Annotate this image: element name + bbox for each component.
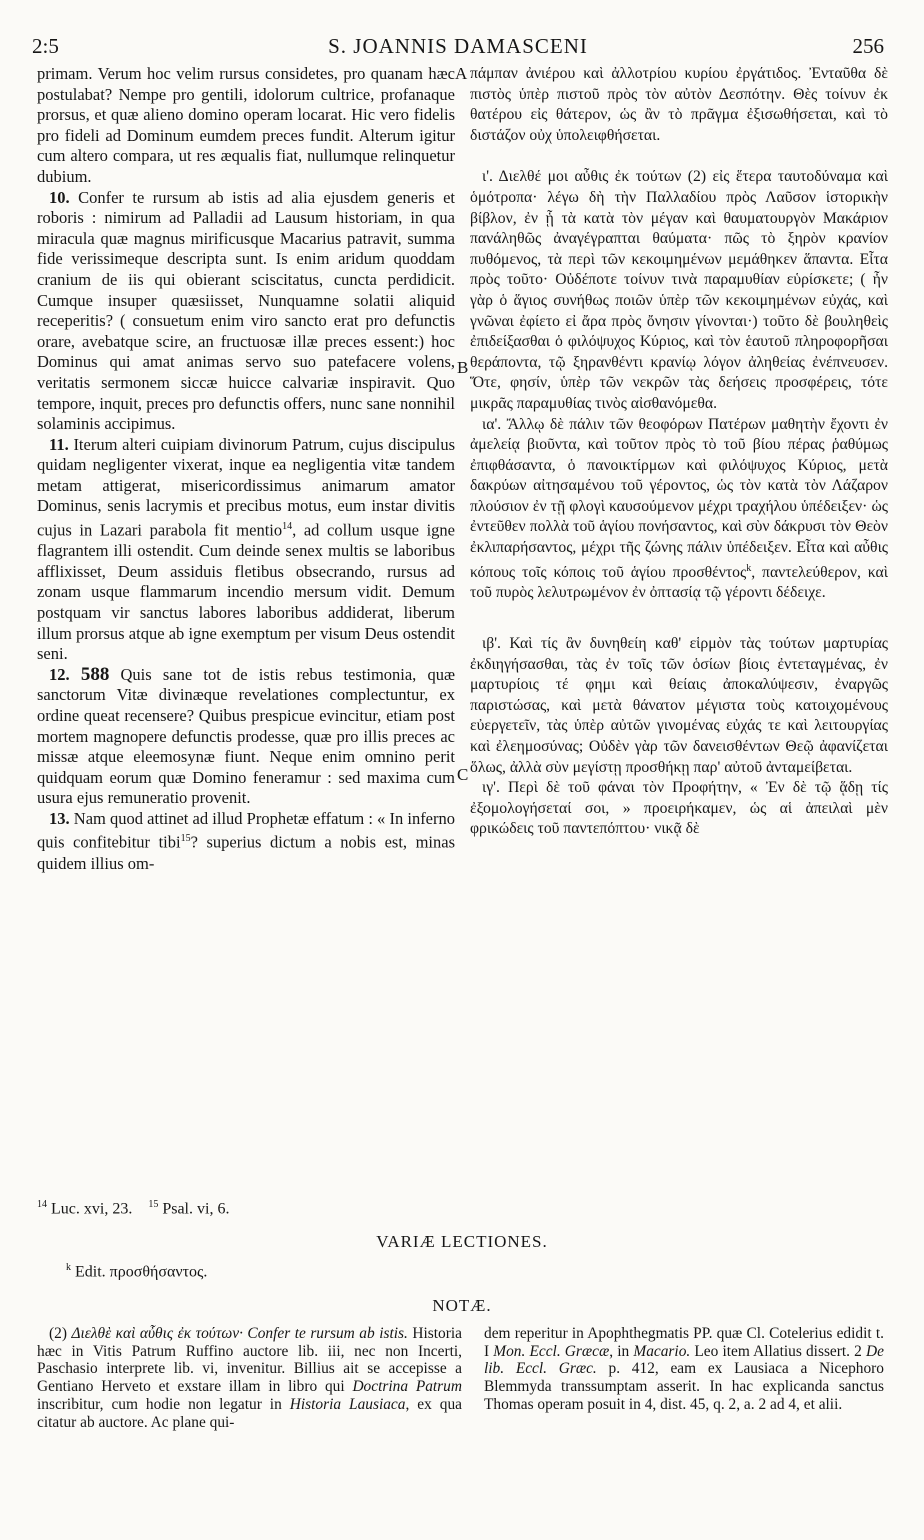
note-title: Historia Lausiaca — [289, 1395, 406, 1413]
latin-paragraph-10 — [37, 188, 455, 435]
paragraph-number: ιγ'. — [482, 779, 500, 797]
greek-paragraph-10 — [470, 167, 888, 414]
footnote-text: Luc. xvi, 23. — [51, 1200, 133, 1218]
greek-text: Καὶ τίς ἂν δυνηθείη καθ' εἱρμὸν τὰς τούτων μαρτυρίας ἐκδιηγήσασθαι, τὰς ἐν τοῖς τῶν ὁσίων βίοις ἐντεταγμένας, ἐν μαρτυρίοις τέ φημι καὶ θείαις ἀποκαλύψεσιν, ἐναργῶς παριστώσας, καὶ μετὰ θάνατον μέγιστα τοὺς κατοιχομένους εὐεργετεῖν, τὰς ὑπὲρ αὐτῶν γινομένας εὐχάς τε καὶ λειτουργίας καὶ ἐλεημοσύνας; Οὐδὲν γὰρ τῶν δανεισθέντων Θεῷ ἀφανίζεται ὅλως, ἀλλὰ σὺν μεγίστῃ προσθήκῃ παρ' αὐτοῦ ἀνταμείβεται. — [470, 635, 888, 776]
footnote-mark: 15 — [148, 1199, 159, 1210]
paragraph-number: 10. — [49, 187, 70, 207]
variant-reference: k — [746, 562, 752, 574]
latin-text: Iterum alteri cuipiam divinorum Patrum, cujus discipulus quidam negligenter vixerat, inque ea negligentia vitæ tandem metam attigerat, misericordissimus animarum amator Dominus, senis lacrymis et precibus motus, eum instar divitis cujus in Lazari parabola fit mentio — [37, 434, 455, 540]
note-text: inscribitur, cum hodie non legatur in — [37, 1395, 282, 1413]
margin-letter-b: B — [457, 358, 469, 377]
notes-right-column — [484, 1325, 884, 1475]
variae-lectiones-heading: VARIÆ LECTIONES. — [376, 1232, 548, 1251]
greek-text: Διελθέ μοι αὖθις ἐκ τούτων (2) εἰς ἕτερα ταυτοδύναμα καὶ ὁμότροπα· λέγω δὴ τὴν Παλλαδίου πρὸς Λαῦσον ἱστορικὴν βίβλον, ἐν ᾗ τὰ κατὰ τὸν μέγαν καὶ θαυματουργὸν Μακάριον πανάληθῶς ἀναγέγραπται θαύματα· πῶς τὸ ξηρὸν κρανίον πυθόμενος, τὰ περὶ τῶν κεκοιμημένων μεμάθηκεν ἅπαντα. Εἶτα πρὸς τοῦτο· Οὐδέποτε τοίνυν τινὰ παραμυθίαν εὑρίσκετε; ( ἦν γὰρ ὁ ἅγιος συνήθως ποιῶν ὑπὲρ τῶν κεκοιμημένων εὐχάς, καὶ γνῶναι ἐφίετο εἰ ἄρα πρὸς ὄνησιν γίνονται·) τοῦτο δὲ βουληθεὶς ἐπιδείξασθαι ὁ φιλόψυχος Κύριος, καὶ τὸν ἑαυτοῦ πληροφορῆσαι θεράποντα, τῷ ξηρανθέντι κρανίῳ λόγον ἀληθείας ἐνέπνευσεν. Ὅτε, φησίν, ὑπὲρ τῶν νεκρῶν τὰς δεήσεις προσφέρεις, τότε μικρᾶς παραμυθίας τινὸς αἰσθανόμεθα. — [470, 168, 888, 412]
page-number-right: 256 — [852, 34, 884, 58]
variant-text: Edit. προσθήσαντος. — [75, 1263, 208, 1281]
greek-paragraph-11 — [470, 415, 888, 605]
latin-text: , ad collum usque igne flagrantem illi ostendit. Cum deinde senex multis se laboribus afflixisset, Deum assiduis fletibus obsecrando, rursus ad zonam usque flammarum incendio mersum vidit. Demum postquam vir sanctus labores laboribus addiderat, liberum illum prorsus atque ab igne exemptum per visum Deus ostendit seni. — [37, 520, 455, 664]
latin-text: Nam quod attinet ad illud Prophetæ effatum : « In inferno quis confitebitur tibi — [37, 808, 455, 852]
variant-mark: k — [66, 1262, 71, 1273]
note-text: , ex qua citatur ab auctore. Ac plane qui- — [37, 1395, 462, 1431]
paragraph-number: 11. — [49, 434, 69, 454]
note-text: , in — [609, 1342, 630, 1360]
paragraph-number: 12. — [49, 664, 70, 684]
latin-text: ? superius dictum a nobis est, minas quidem illius om- — [37, 832, 455, 873]
paragraph-number: ιβ'. — [482, 635, 501, 653]
greek-text: πάμπαν ἀνιέρου καὶ ἀλλοτρίου κυρίου ἐργάτιδος. Ἐνταῦθα δὲ πιστὸς ὑπὲρ πιστοῦ πρὸς τὸν αὐτὸν Δεσπότην. Θὲς τοίνυν ἐκ θατέρου εἰς θάτερον, ὡς ἂν τὸ πρᾶγμα ἐξισωθήσεται, καὶ τὸ διστάζον οὐχ ὑπολειφθήσεται. — [470, 65, 888, 144]
greek-paragraph-12 — [470, 634, 888, 778]
notes-left-column — [37, 1325, 462, 1475]
note-text: p. 412, eam ex Lausiaca a Nicephoro Blemmyda transsumptam asserit. In hac explicanda sanctus Thomas operam posuit in 4, dist. 45, q. 2, a. 2 ad 4, et alii. — [484, 1360, 884, 1413]
latin-text: Quis sane tot de istis rebus testimonia, quæ sanctorum Vitæ divinæque revelationes complectuntur, ex ordine queat recensere? Quibus prespicue evincitur, etiam post mortem magnopere defunctis prodesse, quæ pro illis preces ac missæ atque eleemosynæ fiunt. Neque enim omnino perit quidquam eorum quæ Domino feneramur : sed maxima cum usura ejus remuneratio provenit. — [37, 664, 455, 808]
latin-paragraph-12 — [37, 665, 455, 809]
greek-paragraph-13 — [470, 778, 888, 840]
note-title: Doctrina Patrum — [352, 1378, 462, 1396]
footnote-mark: 14 — [37, 1199, 47, 1210]
notae-heading: NOTÆ. — [432, 1296, 492, 1315]
footnote-reference: 14 — [282, 521, 293, 533]
footnotes — [37, 1199, 455, 1218]
latin-paragraph-13 — [37, 809, 455, 874]
note-paragraph — [37, 1325, 462, 1431]
running-title: S. JOANNIS DAMASCENI — [328, 34, 588, 58]
margin-letter-c: C — [457, 765, 469, 784]
margin-letter-a: A — [455, 64, 468, 83]
paragraph-number: ι'. — [482, 168, 493, 186]
note-text: dem reperitur in Apophthegmatis PP. quæ Cl. Cotelerius edidit t. I — [484, 1325, 884, 1360]
greek-text: Ἄλλῳ δὲ πάλιν τῶν θεοφόρων Πατέρων μαθητὴν ἔχοντι ἐν ἀμελείᾳ βιοῦντα, καὶ τοῦτον πρὸς τὸ τοῦ βίου πέρας ῥαθύμως ἐπιφθάσαντα, ὁ πανοικτίρμων καὶ φιλόψυχος Κύριος, μετὰ δακρύων αἰτησαμένου τοῦ γέροντος, ὡς τὸν κατὰ τὸν Λάζαρον πλούσιον ἐν τῇ φλογὶ καυσούμενον μέχρι τραχήλου ὑπέδειξεν· ὡς ἐντεῦθεν πολλὰ τοῦ ἁγίου πονήσαντος, καὶ σὺν δάκρυσι τὸν Θεὸν ἐκλιπαρήσαντος, μέχρι τῆς ζώνης πάλιν ὑπέδειξεν. Εἶτα καὶ αὖθις κόπους τοῖς κόποις τοῦ ἁγίου προσθέντος — [470, 415, 888, 581]
running-header — [32, 34, 884, 58]
greek-text: Περὶ δὲ τοῦ φάναι τὸν Προφήτην, « Ἐν δὲ τῷ ᾅδῃ τίς ἐξομολογήσεταί σοι, » προειρήκαμεν, ὡς αἱ ἀπειλαὶ μὲν φρικώδεις τοῦ παντεπόπτου· νικᾷ δὲ — [470, 779, 888, 838]
footnote-text: Psal. vi, 6. — [162, 1200, 230, 1218]
note-paragraph — [484, 1325, 884, 1414]
note-lemma: Διελθὲ καὶ αὖθις ἐκ τούτων· Confer te rursum ab istis. — [71, 1325, 408, 1342]
paragraph-number: ια'. — [482, 415, 502, 433]
latin-text: Confer te rursum ab istis ad alia ejusdem generis et roboris : nimirum ad Palladii ad Lausum historiam, in qua miracula quæ magnus mirificusque Macarius patravit, summa fide verissimeque descripta sunt. Is enim aridum quoddam cranium de iis qui obierant sciscitatus, cuncta perdidicit. Cumque insuper quæsiisset, Nunquamne solatii aliquid receperitis? ( consuetum enim viro sancto erat pro defunctis orare, avebatque scire, an fructuosæ illæ preces essent:) hoc Dominus qui amat animas servo suo patefacere volens, veritatis sermonem siccæ huicce calvariæ inspiravit. Quo tempore, inquit, preces pro defunctis offers, nunc sane nonnihil solaminis accipimus. — [37, 187, 455, 434]
column-number: 588 — [80, 663, 110, 685]
latin-paragraph-11 — [37, 435, 455, 665]
note-title: De lib. Eccl. Græc. — [484, 1342, 884, 1378]
latin-text: primam. Verum hoc velim rursus considetes, pro quanam hæc postulabat? Nempe pro gentili, idolorum cultrice, profanaque prorsus, et quæ alieno domino operam locarat. Hic vero fidelis pro fideli ad Dominum eumdem preces fundit. Alterum igitur cum altero compara, ut res æqualis fiat, nullumque relinquetur dubium. — [37, 64, 455, 186]
page-number-left: 2:5 — [32, 34, 59, 58]
note-text: Leo item Allatius dissert. 2 — [694, 1342, 862, 1360]
greek-paragraph — [470, 64, 888, 146]
note-title: Mon. Eccl. Græcæ — [493, 1342, 610, 1360]
greek-text: , παντελεύθερον, καὶ τοῦ πυρὸς λελυτρωμένον ἐν ὀπτασίᾳ τῷ γέροντι δέδειχε. — [470, 563, 888, 602]
note-number: (2) — [49, 1325, 67, 1342]
latin-column — [37, 64, 455, 1194]
greek-column — [470, 64, 888, 1194]
note-text: Historia hæc in Vitis Patrum Ruffino auctore lib. iii, nec non Incerti, Paschasio interprete lib. vi, invenitur. Billius ait se accepisse a Gentiano Herveto et exstare illam in libro qui — [37, 1325, 462, 1396]
note-title: Macario. — [633, 1342, 691, 1360]
variant-reading — [66, 1262, 207, 1281]
latin-paragraph — [37, 64, 455, 188]
footnote-reference: 15 — [180, 833, 191, 845]
paragraph-number: 13. — [49, 808, 70, 828]
